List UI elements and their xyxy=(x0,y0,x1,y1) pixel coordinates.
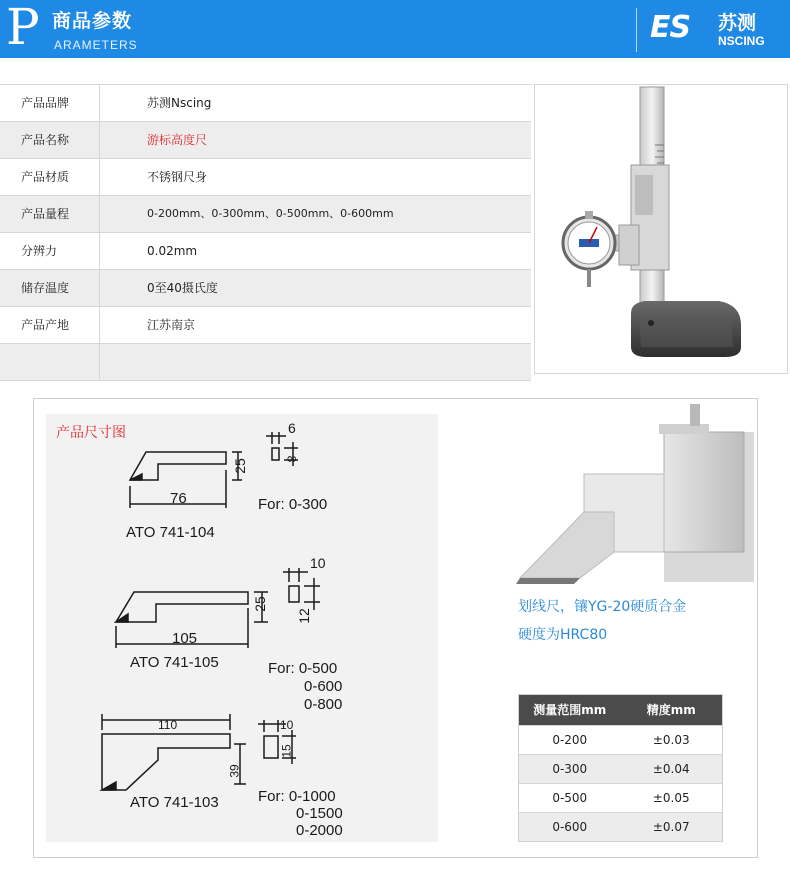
header-range: 测量范围mm xyxy=(533,703,607,717)
header-precision: 精度mm xyxy=(646,703,696,717)
precision-cell: ±0.04 xyxy=(652,762,690,776)
part3-model: ATO 741-103 xyxy=(130,794,219,811)
precision-table-header xyxy=(519,695,722,725)
header-divider xyxy=(636,8,637,52)
brand-name-en: NSCING xyxy=(718,34,765,48)
part3-width: 10 xyxy=(280,718,294,732)
page-header xyxy=(0,0,790,58)
part2-range: For: 0-500 xyxy=(268,660,338,677)
range-cell: 0-200 xyxy=(552,733,588,747)
param-label: 产品品牌 xyxy=(0,85,100,121)
param-label-empty xyxy=(0,344,100,380)
part1-length: 76 xyxy=(170,490,187,507)
param-row xyxy=(0,159,531,196)
part2-height: 25 xyxy=(251,596,268,612)
part1-depth: 8 xyxy=(284,455,299,463)
part1-range: For: 0-300 xyxy=(258,496,328,513)
param-row xyxy=(0,196,531,233)
param-label: 产品名称 xyxy=(0,122,100,158)
param-label: 产品量程 xyxy=(0,196,100,232)
range-cell: 0-300 xyxy=(552,762,588,776)
product-photo xyxy=(534,84,788,374)
caption-line1: 划线尺，镶YG-20硬质合金 xyxy=(518,599,687,615)
precision-cell: ±0.05 xyxy=(652,791,690,805)
range-cell: 0-600 xyxy=(552,820,588,834)
dimension-title: 产品尺寸图 xyxy=(56,425,126,441)
param-value: 0-200mm、0-300mm、0-500mm、0-600mm xyxy=(147,207,394,220)
part2-depth: 12 xyxy=(295,608,312,624)
part2-model: ATO 741-105 xyxy=(130,654,219,671)
param-value: 江苏南京 xyxy=(147,318,196,332)
range-cell: 0-500 xyxy=(552,791,588,805)
page-subtitle: ARAMETERS xyxy=(54,38,138,52)
param-label: 产品产地 xyxy=(0,307,100,343)
part2-range-more: 0-800 xyxy=(304,696,343,713)
param-row xyxy=(0,122,531,159)
part3-range-more: 0-1500 xyxy=(296,805,343,822)
part3-range: For: 0-1000 xyxy=(258,788,336,805)
param-row xyxy=(0,270,531,307)
table-row xyxy=(519,725,722,754)
caption-line2: 硬度为HRC80 xyxy=(518,627,608,643)
dimension-line-art xyxy=(46,414,438,842)
table-row xyxy=(519,783,722,812)
part2-length: 105 xyxy=(172,630,198,647)
param-value: 不锈钢尺身 xyxy=(147,170,208,184)
brand-name-cn: 苏测 xyxy=(718,12,757,34)
param-label: 分辨力 xyxy=(0,233,100,269)
parameter-table xyxy=(0,84,531,381)
part3-depth: 15 xyxy=(279,744,294,758)
precision-cell: ±0.07 xyxy=(652,820,690,834)
part1-width: 6 xyxy=(288,420,296,436)
scriber-tip-photo xyxy=(514,402,756,588)
header-letter: P xyxy=(6,0,40,56)
height-gauge-illustration xyxy=(535,85,787,373)
param-row xyxy=(0,307,531,344)
param-row xyxy=(0,233,531,270)
precision-cell: ±0.03 xyxy=(652,733,690,747)
part1-model: ATO 741-104 xyxy=(126,524,215,541)
part1-height: 25 xyxy=(231,458,248,474)
param-value: 苏测Nscing xyxy=(147,96,212,110)
brand-logo-mark: ES xyxy=(650,10,691,45)
param-row-empty xyxy=(0,344,531,381)
precision-table xyxy=(518,694,723,842)
param-value: 0.02mm xyxy=(147,244,198,258)
param-value: 游标高度尺 xyxy=(147,133,208,147)
param-row xyxy=(0,85,531,122)
table-row xyxy=(519,754,722,783)
part2-width: 10 xyxy=(310,555,326,571)
part3-length: 110 xyxy=(158,718,178,732)
table-row xyxy=(519,812,722,841)
part3-height: 39 xyxy=(227,764,242,778)
param-label: 产品材质 xyxy=(0,159,100,195)
part2-range-more: 0-600 xyxy=(304,678,343,695)
param-value: 0至40摄氏度 xyxy=(147,281,218,295)
page-title: 商品参数 xyxy=(52,10,133,32)
param-label: 储存温度 xyxy=(0,270,100,306)
part3-range-more: 0-2000 xyxy=(296,822,343,839)
